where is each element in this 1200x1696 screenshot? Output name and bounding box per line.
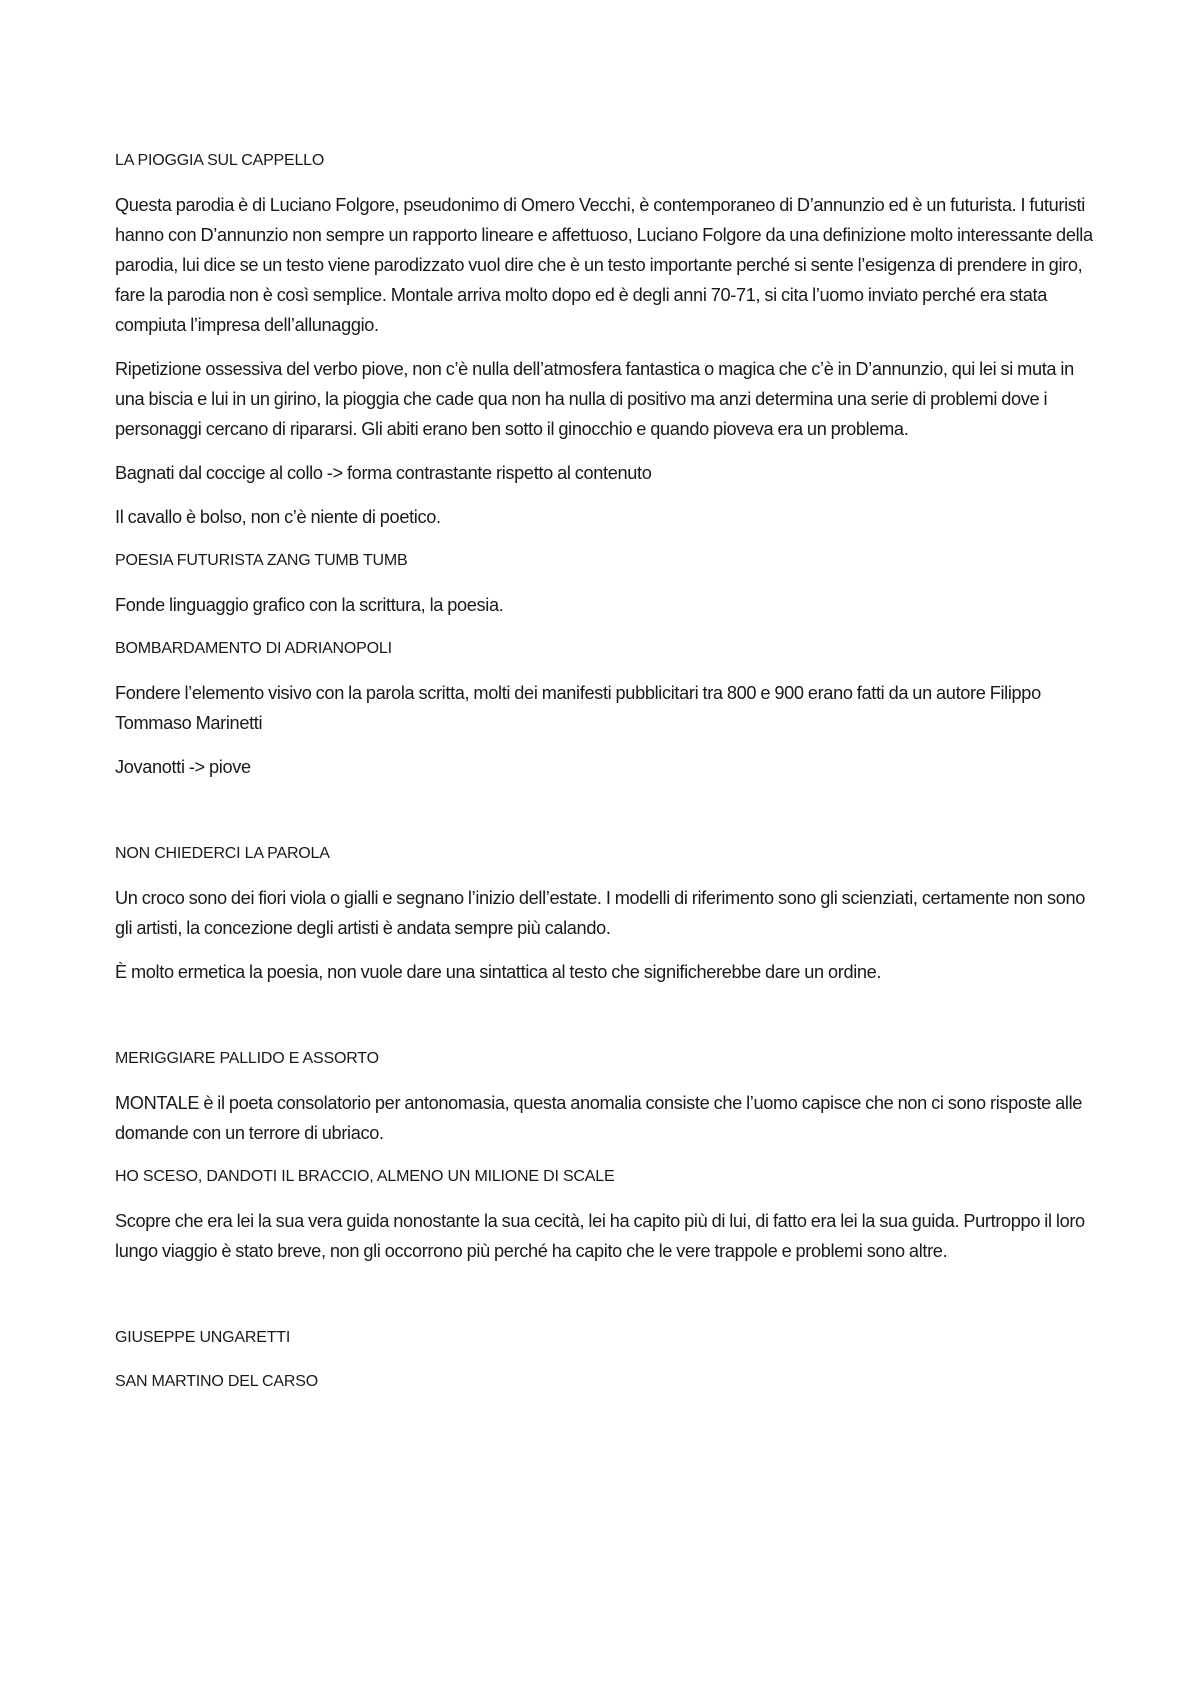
paragraph: Ripetizione ossessiva del verbo piove, non c’è nulla dell’atmosfera fantastica o magica che c’è in D’annunzio, qui lei si muta in una biscia e lui in un girino, la pioggia che cade qua non ha nulla di positivo ma anzi determina una serie di problemi dove i personaggi cercano di ripararsi. Gli abiti erano ben sotto il ginocchio e quando pioveva era un problema. [115,359,1074,439]
paragraph: Il cavallo è bolso, non c’è niente di poetico. [115,507,441,527]
section-heading-san-martino: SAN MARTINO DEL CARSO [115,1373,318,1390]
paragraph: È molto ermetica la poesia, non vuole dare una sintattica al testo che significherebbe dare un ordine. [115,962,882,982]
paragraph: MONTALE è il poeta consolatorio per antonomasia, questa anomalia consiste che l’uomo capisce che non ci sono risposte alle domande con un terrore di ubriaco. [115,1093,1083,1143]
paragraph: Scopre che era lei la sua vera guida nonostante la sua cecità, lei ha capito più di lui, di fatto era lei la sua guida. Purtroppo il loro lungo viaggio è stato breve, non gli occorrono più perché ha capito che le vere trappole e problemi sono altre. [115,1211,1085,1261]
section-heading-ho-sceso: HO SCESO, DANDOTI IL BRACCIO, ALMENO UN MILIONE DI SCALE [115,1168,615,1185]
section-heading-adrianopoli: BOMBARDAMENTO DI ADRIANOPOLI [115,640,392,657]
blank-line [115,796,1105,839]
paragraph: Un croco sono dei fiori viola o gialli e segnano l’inizio dell’estate. I modelli di riferimento sono gli scienziati, certamente non sono gli artisti, la concezione degli artisti è andata sempre più calando. [115,888,1086,938]
section-heading-zang-tumb-tumb: POESIA FUTURISTA ZANG TUMB TUMB [115,552,408,569]
blank-line [115,1001,1105,1044]
blank-line [115,1280,1105,1323]
paragraph: Fondere l’elemento visivo con la parola scritta, molti dei manifesti pubblicitari tra 800 e 900 erano fatti da un autore Filippo Tommaso Marinetti [115,683,1041,733]
section-heading-pioggia: LA PIOGGIA SUL CAPPELLO [115,152,325,169]
document-body [115,146,1105,1411]
paragraph: Fonde linguaggio grafico con la scrittura, la poesia. [115,595,504,615]
section-heading-ungaretti: GIUSEPPE UNGARETTI [115,1329,291,1346]
section-heading-meriggiare: MERIGGIARE PALLIDO E ASSORTO [115,1050,379,1067]
paragraph: Questa parodia è di Luciano Folgore, pseudonimo di Omero Vecchi, è contemporaneo di D’annunzio ed è un futurista. I futuristi hanno con D’annunzio non sempre un rapporto lineare e affettuoso, Luciano Folgore da una definizione molto interessante della parodia, lui dice se un testo viene parodizzato vuol dire che è un testo importante perché si sente l’esigenza di prendere in giro, fare la parodia non è così semplice. Montale arriva molto dopo ed è degli anni 70-71, si cita l’uomo inviato perché era stata compiuta l’impresa dell’allunaggio. [115,195,1093,335]
paragraph: Jovanotti -> piove [115,757,251,777]
paragraph: Bagnati dal coccige al collo -> forma contrastante rispetto al contenuto [115,463,652,483]
section-heading-non-chiederci: NON CHIEDERCI LA PAROLA [115,845,330,862]
